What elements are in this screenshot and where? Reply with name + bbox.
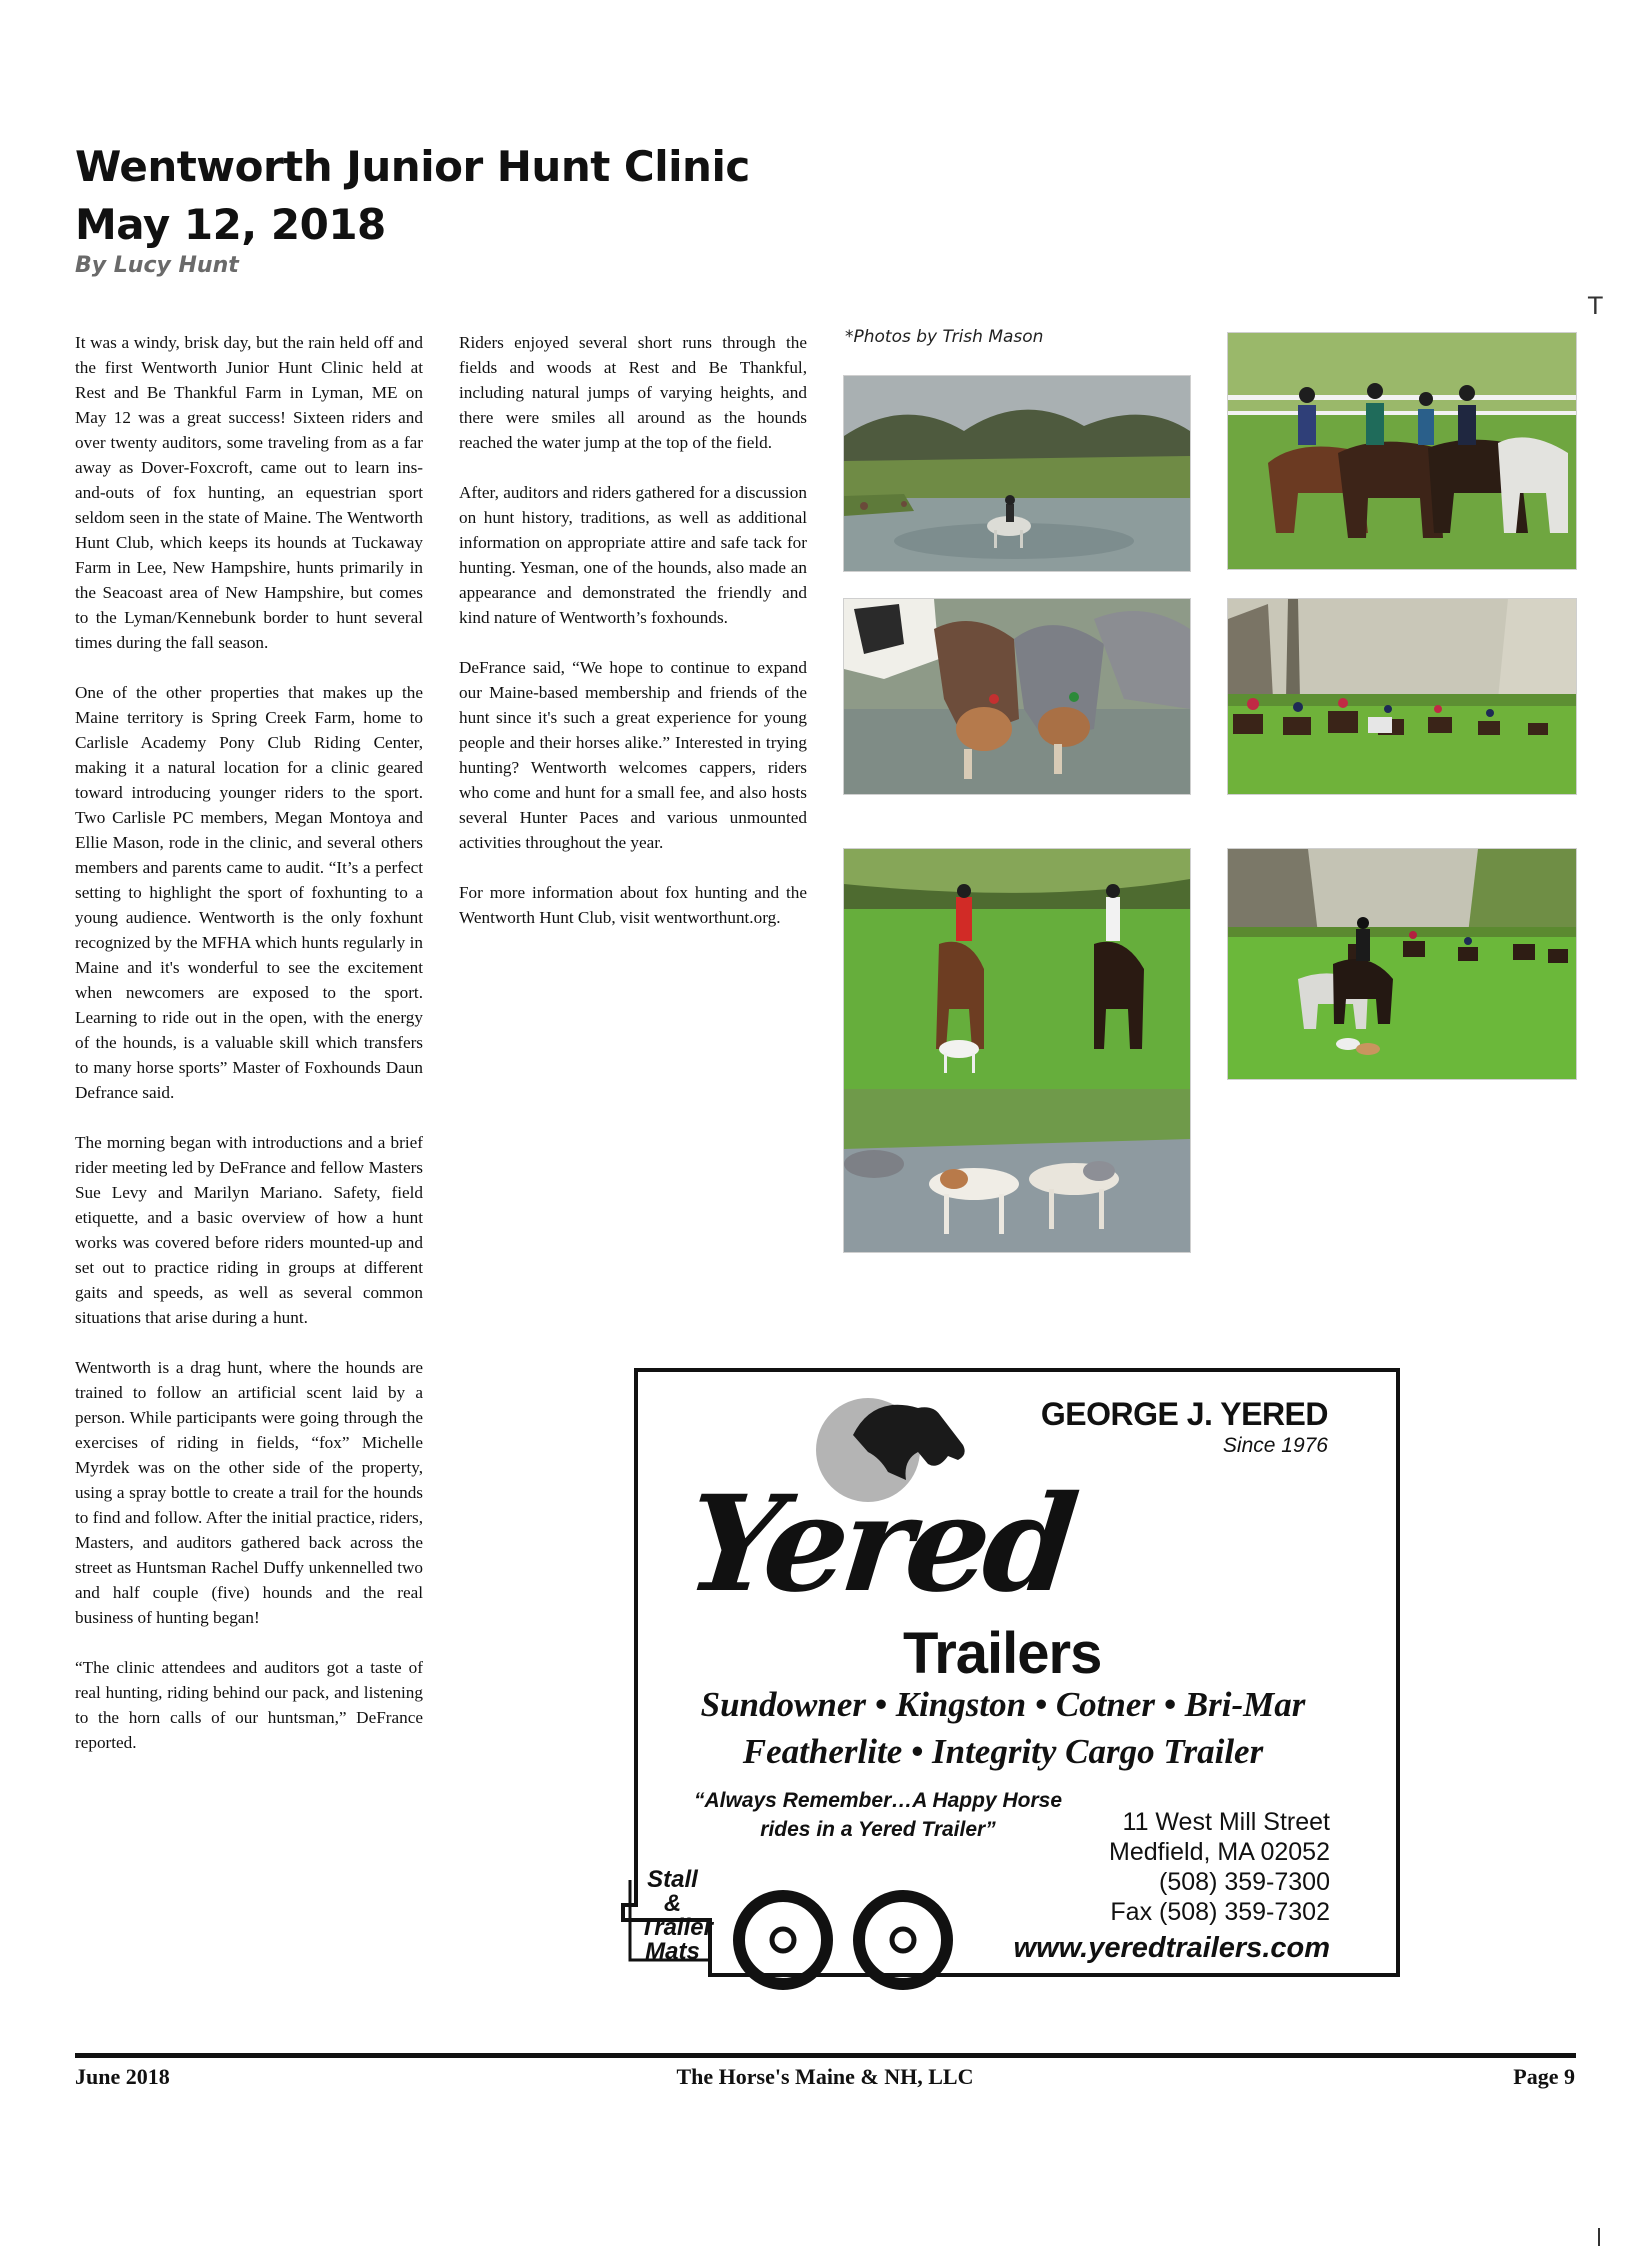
- ad-dealer-name: GEORGE J. YERED: [1040, 1396, 1328, 1432]
- paragraph: DeFrance said, “We hope to continue to expand our Maine-based membership and friends of the hunt since it's such a great experience for young people and their horses alike.” Interested in trying hunting? Wentworth welcomes cappers, riders who come and hunt for a small fee, and also hosts several Hunter Paces and various unmounted activities throughout the year.: [459, 658, 807, 852]
- yered-trailers-ad: [618, 1360, 1418, 1990]
- ad-mats-2: &: [663, 1890, 682, 1917]
- ad-since: Since 1976: [1222, 1434, 1328, 1457]
- photo-junior-riders: [1227, 332, 1577, 570]
- photo-riders-field: [1227, 598, 1577, 795]
- paragraph: After, auditors and riders gathered for a discussion on hunt history, traditions, as well as additional information on appropriate attire and safe tack for hunting. Yesman, one of the hounds, also made an appearance and demonstrated the friendly and kind nature of Wentworth’s foxhounds.: [459, 483, 807, 627]
- paragraph: Riders enjoyed several short runs through the fields and woods at Rest and Be Thankful, including natural jumps of varying heights, and there were smiles all around as the hounds reached the water jump at the top of the field.: [459, 333, 807, 452]
- ad-phone: (508) 359-7300: [1159, 1868, 1330, 1896]
- article-headline: [75, 138, 750, 254]
- ad-mats-3: Trailer: [640, 1914, 713, 1941]
- ad-brands-line-1: Sundowner • Kingston • Cotner • Bri-Mar: [700, 1685, 1306, 1724]
- headline-line2: May 12, 2018: [75, 200, 386, 249]
- ad-brand-logo: Yered: [679, 1467, 1079, 1622]
- paragraph: Wentworth is a drag hunt, where the hounds are trained to follow an artificial scent laid by a person. While participants were going through the exercises of riding in fields, “fox” Michelle Myrdek was on the other side of the property, using a spray bottle to create a trail for the hounds to find and follow. After the initial practice, riders, Masters, and auditors gathered back across the street as Huntsman Rachel Duffy unkennelled two and half couple (five) hounds and the real business of hunting began!: [75, 1358, 423, 1627]
- paragraph: For more information about fox hunting and the Wentworth Hunt Club, visit wentworthunt.org.: [459, 883, 807, 927]
- paragraph: One of the other properties that makes up the Maine territory is Spring Creek Farm, home to Carlisle Academy Pony Club Riding Center, making it a natural location for a clinic geared toward introducing younger riders to the sport. Two Carlisle PC members, Megan Montoya and Ellie Mason, rode in the clinic, and several others members and parents came to audit. “It’s a perfect setting to highlight the sport of foxhunting to a young audience. Wentworth is the only foxhunt recognized by the MFHA which hunts regularly in Maine and it's wonderful to see the excitement when newcomers are exposed to the sport. Learning to ride out in the open, with the energy of the hounds, is a valuable skill which transfers to many horse sports” Master of Foxhounds Daun Defrance said.: [75, 683, 423, 1102]
- headline-line1: Wentworth Junior Hunt Clinic: [75, 142, 750, 191]
- footer-rule: [75, 2053, 1576, 2058]
- footer-date: June 2018: [75, 2064, 170, 2089]
- paragraph: The morning began with introductions and a brief rider meeting led by DeFrance and fellow Masters Sue Levy and Marilyn Mariano. Safety, field etiquette, and a basic overview of how a hunt works was covered before riders mounted-up and set out to practice riding in groups at different gaits and speeds, as well as several common situations that arise during a hunt.: [75, 1133, 423, 1327]
- photo-hounds-drinking: [843, 598, 1191, 795]
- paragraph: “The clinic attendees and auditors got a taste of real hunting, riding behind our pack, and listening to the horn calls of our huntsman,” DeFrance reported.: [75, 1658, 423, 1752]
- photo-credit: *Photos by Trish Mason: [845, 327, 1044, 347]
- footer-publication: The Horse's Maine & NH, LLC: [676, 2064, 974, 2089]
- ad-stall-mats-label: [640, 1866, 713, 1965]
- byline: By Lucy Hunt: [75, 253, 239, 278]
- ad-brand-subtitle: Trailers: [903, 1621, 1102, 1686]
- ad-website-link[interactable]: www.yeredtrailers.com: [1013, 1932, 1330, 1964]
- article-column-1: [75, 330, 423, 1780]
- ad-city: Medfield, MA 02052: [1109, 1838, 1330, 1866]
- ad-brands-line-2: Featherlite • Integrity Cargo Trailer: [742, 1732, 1264, 1771]
- ad-tagline: [668, 1786, 1088, 1844]
- ad-street: 11 West Mill Street: [1122, 1808, 1330, 1836]
- article-column-2: [459, 330, 807, 955]
- ad-tagline-1: “Always Remember…A Happy Horse: [693, 1789, 1062, 1812]
- ad-mats-4: Mats: [645, 1938, 700, 1965]
- photo-huntsman-hounds: [843, 848, 1191, 1253]
- footer-page-number: Page 9: [1513, 2064, 1575, 2089]
- bottom-crop-mark: [1598, 2228, 1600, 2246]
- ad-mats-1: Stall: [647, 1866, 698, 1893]
- ad-fax: Fax (508) 359-7302: [1110, 1898, 1330, 1926]
- paragraph: It was a windy, brisk day, but the rain held off and the first Wentworth Junior Hunt Clinic held at Rest and Be Thankful Farm in Lyman, ME on May 12 was a great success! Sixteen riders and over twenty auditors, some traveling from as a far away as Dover-Foxcroft, came out to learn ins-and-outs of fox hunting, an equestrian sport seldom seen in the state of Maine. The Wentworth Hunt Club, which keeps its hounds at Tuckaway Farm in Lee, New Hampshire, hunts primarily in the Seacoast area of New Hampshire, but comes to the Lyman/Kennebunk border to hunt several times during the fall season.: [75, 333, 423, 652]
- crop-mark: T: [1588, 292, 1603, 320]
- photo-hunt-field: [1227, 848, 1577, 1080]
- ad-tagline-2: rides in a Yered Trailer”: [760, 1818, 996, 1841]
- photo-water-jump: [843, 375, 1191, 572]
